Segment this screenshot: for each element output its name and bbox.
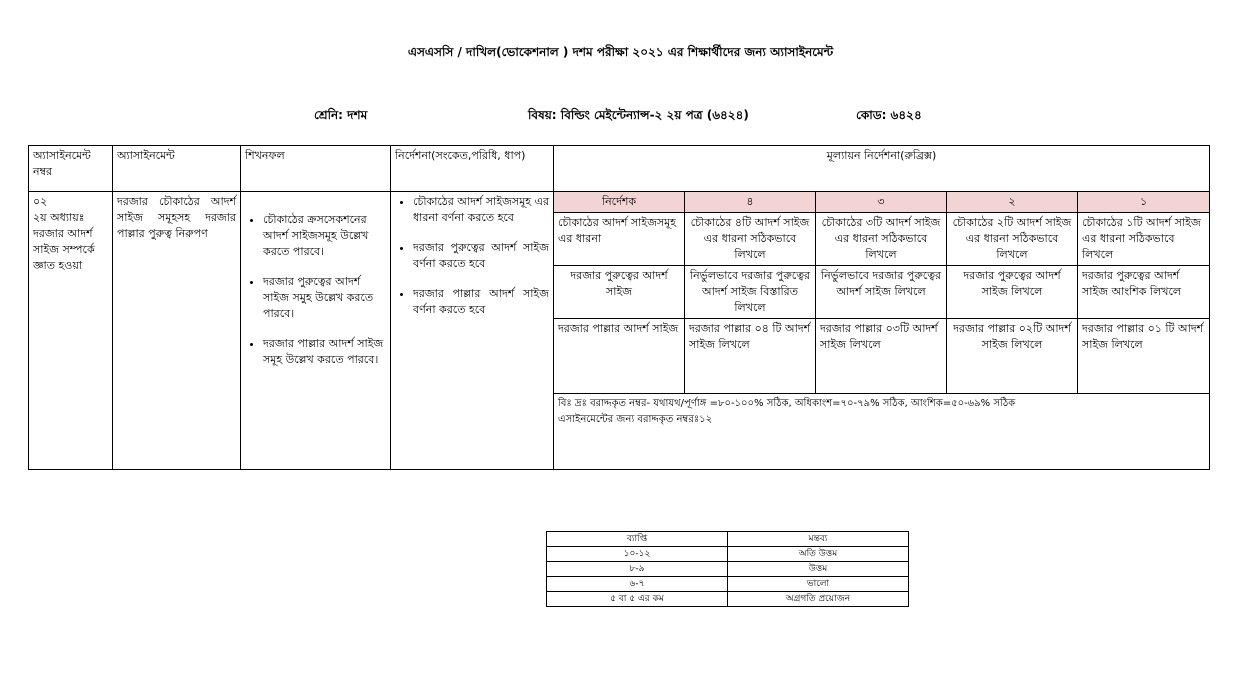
grade-comment: ভালো xyxy=(728,577,909,592)
grade-row xyxy=(547,562,909,577)
grading-note xyxy=(554,394,1210,470)
instruction-item: • দরজার পুরুত্বের আদর্শ সাইজ বর্ণনা করতে হবে xyxy=(413,240,549,272)
grade-table xyxy=(546,531,909,607)
rubric-header-1: ১ xyxy=(1078,192,1210,213)
rubric-cell: দরজার পুরুত্বের আদর্শ সাইজ xyxy=(554,266,685,319)
instruction-item: • চৌকাঠের আদর্শ সাইজসমূহ এর ধারনা বর্ণনা করতে হবে xyxy=(413,194,549,226)
rubric-cell: চৌকাঠের ৩টি আদর্শ সাইজ এর ধারনা সঠিকভাবে লিখলে xyxy=(816,213,947,266)
rubric-header-2: ২ xyxy=(947,192,1078,213)
rubric-cell: নির্ভুলভাবে দরজার পুরুত্বের আদর্শ সাইজ লিখলে xyxy=(816,266,947,319)
grade-range: ৫ বা ৫ এর কম xyxy=(547,592,728,607)
grade-range: ১০-১২ xyxy=(547,547,728,562)
rubric-cell: দরজার পুরুত্বের আদর্শ সাইজ লিখলে xyxy=(947,266,1078,319)
grade-row xyxy=(547,592,909,607)
learning-outcome-cell xyxy=(241,192,391,470)
rubric-cell: দরজার পাল্লার ০৩টি আদর্শ সাইজ লিখলে xyxy=(816,319,947,394)
rubric-cell: চৌকাঠের আদর্শ সাইজসমূহ এর ধারনা xyxy=(554,213,685,266)
grade-comment: অগ্রগতি প্রয়োজন xyxy=(728,592,909,607)
grading-note-line: এসাইনমেন্টের জন্য বরাদ্দকৃত নম্বরঃ১২ xyxy=(558,414,713,425)
rubric-cell: চৌকাঠের ২টি আদর্শ সাইজ এর ধারনা সঠিকভাবে লিখলে xyxy=(947,213,1078,266)
header-assignment-no: অ্যাসাইনমেন্ট নম্বর xyxy=(29,146,113,192)
header-learning-outcome: শিখনফল xyxy=(241,146,391,192)
instructions-cell xyxy=(391,192,554,470)
assignment-table xyxy=(28,145,1210,470)
instruction-item: • দরজার পাল্লার আদর্শ সাইজ বর্ণনা করতে হবে xyxy=(413,286,549,318)
page-title: এসএসসি / দাখিল(ভোকেশনাল ) দশম পরীক্ষা ২০২১ এর শিক্ষার্থীদের জন্য অ্যাসাইনমেন্ট xyxy=(407,45,834,59)
rubric-cell: চৌকাঠের ৪টি আদর্শ সাইজ এর ধারনা সঠিকভাবে লিখলে xyxy=(685,213,816,266)
grade-comment: অতি উত্তম xyxy=(728,547,909,562)
header-rubric: মূল্যায়ন নির্দেশনা(রুব্রিক্স) xyxy=(554,146,1210,192)
rubric-header-4: ৪ xyxy=(685,192,816,213)
learning-outcome-item: • চৌকাঠের ক্রসসেকশনের আদর্শ সাইজসমূহ উল্লেখ করতে পারবে। xyxy=(263,212,386,260)
rubric-header-indicator: নির্দেশক xyxy=(554,192,685,213)
rubric-cell: দরজার পুরুত্বের আদর্শ সাইজ আংশিক লিখলে xyxy=(1078,266,1210,319)
grade-header-comment: মন্তব্য xyxy=(728,532,909,547)
rubric-cell: চৌকাঠের ১টি আদর্শ সাইজ এর ধারনা সঠিকভাবে লিখলে xyxy=(1078,213,1210,266)
rubric-cell: দরজার পাল্লার ০২টি আদর্শ সাইজ লিখলে xyxy=(947,319,1078,394)
rubric-cell: দরজার পাল্লার ০১ টি আদর্শ সাইজ লিখলে xyxy=(1078,319,1210,394)
grading-note-line: বিঃ দ্রঃ বরাদ্দকৃত নম্বর- যথাযথ/পূর্ণাঙ্গ =৮০-১০০% সঠিক, অধিকাংশ=৭০-৭৯% সঠিক, আংশিক=৫০-৬৯% সঠিক xyxy=(558,398,1016,409)
rubric-cell: নির্ভুলভাবে দরজার পুরুত্বের আদর্শ সাইজ বিস্তারিত লিখলে xyxy=(685,266,816,319)
rubric-cell: দরজার পাল্লার ০৪ টি আদর্শ সাইজ লিখলে xyxy=(685,319,816,394)
grade-header-range: ব্যাপ্তি xyxy=(547,532,728,547)
header-assignment: অ্যাসাইনমেন্ট xyxy=(113,146,241,192)
subject-label: বিষয়: বিল্ডিং মেইন্টেন্যান্স-২ ২য় পত্র (৬৪২৪) xyxy=(528,108,749,122)
code-label: কোড: ৬৪২৪ xyxy=(856,108,922,122)
assignment-no-cell: ০২ ২য় অধ্যায়ঃ দরজার আদর্শ সাইজ সম্পর্কে জ্ঞাত হওয়া xyxy=(29,192,113,470)
assignment-cell: দরজার চৌকাঠের আদর্শ সাইজ সমূহসহ দরজার পাল্লার পুরুত্ব নিরুপণ xyxy=(113,192,241,470)
grade-comment: উত্তম xyxy=(728,562,909,577)
class-label: শ্রেনি: দশম xyxy=(314,108,368,122)
learning-outcome-item: • দরজার পুরুত্বের আদর্শ সাইজ সমুহ উল্লেখ করতে পারবে। xyxy=(263,274,386,322)
grade-row xyxy=(547,577,909,592)
rubric-cell: দরজার পাল্লার আদর্শ সাইজ xyxy=(554,319,685,394)
grade-range: ৬-৭ xyxy=(547,577,728,592)
learning-outcome-item: • দরজার পাল্লার আদর্শ সাইজ সমূহ উল্লেখ করতে পারবে। xyxy=(263,336,386,368)
rubric-header-3: ৩ xyxy=(816,192,947,213)
header-instructions: নির্দেশনা(সংকেত,পরিধি, ধাপ) xyxy=(391,146,554,192)
grade-range: ৮-৯ xyxy=(547,562,728,577)
grade-row xyxy=(547,547,909,562)
